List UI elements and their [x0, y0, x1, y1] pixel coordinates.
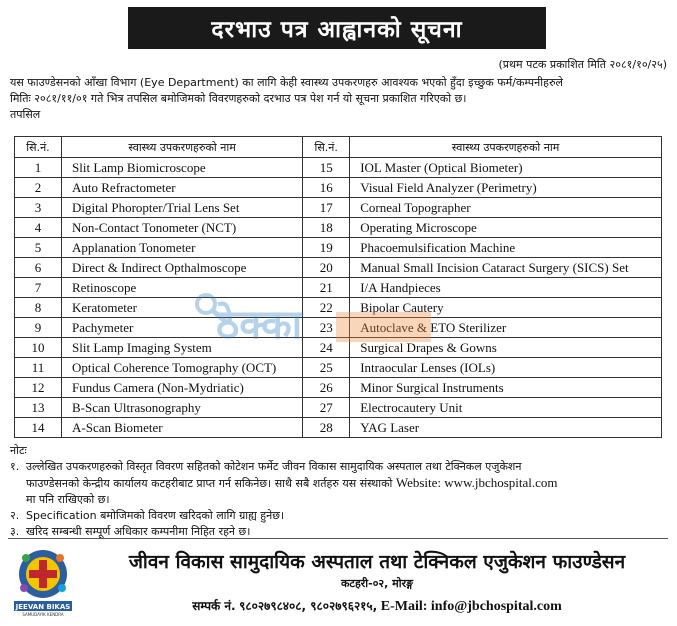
table-row	[15, 278, 662, 298]
notes-section	[10, 443, 668, 540]
row-number: 26	[303, 378, 350, 398]
equipment-name: Pachymeter	[62, 318, 303, 338]
equipment-name: B-Scan Ultrasonography	[62, 398, 303, 418]
note-text: मा पनि राखिएको छ।	[26, 493, 110, 506]
table-row	[15, 418, 662, 438]
equipment-name: Keratometer	[62, 298, 303, 318]
equipment-name: Non-Contact Tonometer (NCT)	[62, 218, 303, 238]
intro-line: मितिः २०८१/११/०१ गते भित्र तपसिल बमोजिमको विवरणहरुको दरभाउ पत्र पेश गर्न यो सूचना प्रकाशित गरिएको छ।	[10, 92, 467, 105]
equipment-name: Visual Field Analyzer (Perimetry)	[350, 178, 662, 198]
equipment-name: Autoclave & ETO Sterilizer	[350, 318, 662, 338]
logo-subtext: SAMUDAYIK KENDRA	[22, 612, 64, 617]
row-number: 19	[303, 238, 350, 258]
row-number: 8	[15, 298, 62, 318]
equipment-name: Direct & Indirect Opthalmoscope	[62, 258, 303, 278]
intro-paragraph	[10, 75, 668, 123]
equipment-name: Surgical Drapes & Gowns	[350, 338, 662, 358]
note-text: खरिद सम्बन्धी सम्पूर्ण अधिकार कम्पनीमा निहित रहने छ।	[26, 525, 251, 538]
row-number: 13	[15, 398, 62, 418]
row-number: 4	[15, 218, 62, 238]
row-number: 25	[303, 358, 350, 378]
row-number: 9	[15, 318, 62, 338]
table-row	[15, 398, 662, 418]
row-number: 3	[15, 198, 62, 218]
equipment-name: Slit Lamp Imaging System	[62, 338, 303, 358]
equipment-name: Intraocular Lenses (IOLs)	[350, 358, 662, 378]
note-number: २.	[10, 509, 20, 522]
equipment-name: IOL Master (Optical Biometer)	[350, 158, 662, 178]
table-row	[15, 238, 662, 258]
table-row	[15, 198, 662, 218]
row-number: 12	[15, 378, 62, 398]
row-number: 27	[303, 398, 350, 418]
row-number: 2	[15, 178, 62, 198]
equipment-table	[14, 136, 662, 438]
table-row	[15, 378, 662, 398]
table-row	[15, 178, 662, 198]
equipment-name: YAG Laser	[350, 418, 662, 438]
organization-name: जीवन विकास सामुदायिक अस्पताल तथा टेक्निकल एजुकेशन फाउण्डेसन	[128, 551, 626, 573]
equipment-name: Slit Lamp Biomicroscope	[62, 158, 303, 178]
row-number: 20	[303, 258, 350, 278]
row-number: 17	[303, 198, 350, 218]
logo-text: JEEVAN BIKAS	[15, 603, 71, 611]
table-header-row	[15, 137, 662, 158]
equipment-name: Retinoscope	[62, 278, 303, 298]
row-number: 22	[303, 298, 350, 318]
equipment-name: I/A Handpieces	[350, 278, 662, 298]
equipment-name: Applanation Tonometer	[62, 238, 303, 258]
equipment-name: Minor Surgical Instruments	[350, 378, 662, 398]
note-item	[10, 508, 668, 524]
note-number: १.	[10, 460, 20, 473]
publication-date: (प्रथम पटक प्रकाशित मिति २०८१/१०/२५)	[498, 58, 667, 71]
equipment-name: Manual Small Incision Cataract Surgery (SICS) Set	[350, 258, 662, 278]
col-sn-header: सि.नं.	[15, 137, 62, 158]
contact-label: सम्पर्क नं.	[192, 599, 236, 613]
table-row	[15, 318, 662, 338]
website-link[interactable]: Website: www.jbchospital.com	[395, 475, 558, 490]
equipment-name: Auto Refractometer	[62, 178, 303, 198]
equipment-name: Optical Coherence Tomography (OCT)	[62, 358, 303, 378]
row-number: 28	[303, 418, 350, 438]
row-number: 21	[303, 278, 350, 298]
equipment-name: Corneal Topographer	[350, 198, 662, 218]
organization-address: कटहरी-०२, मोरङ्ग	[340, 577, 414, 590]
row-number: 24	[303, 338, 350, 358]
table-row	[15, 298, 662, 318]
row-number: 10	[15, 338, 62, 358]
table-row	[15, 338, 662, 358]
notes-heading: नोटः	[10, 444, 27, 457]
note-text: फाउण्डेसनको केन्द्रीय कार्यालय कटहरीबाट प्राप्त गर्न सकिनेछ। साथै सबै शर्तहरु यस संस्थाको	[26, 477, 393, 490]
row-number: 16	[303, 178, 350, 198]
equipment-name: A-Scan Biometer	[62, 418, 303, 438]
equipment-name: Phacoemulsification Machine	[350, 238, 662, 258]
note-text: उल्लेखित उपकरणहरुको विस्तृत विवरण सहितको कोटेशन फर्मेट जीवन विकास सामुदायिक अस्पताल तथा टेक्निकल एजुकेशन	[26, 460, 522, 473]
row-number: 7	[15, 278, 62, 298]
row-number: 1	[15, 158, 62, 178]
row-number: 23	[303, 318, 350, 338]
row-number: 18	[303, 218, 350, 238]
intro-line: यस फाउण्डेसनको आँखा विभाग (Eye Department) का लागि केही स्वास्थ्य उपकरणहरु आवश्यक भएको हुँदा इच्छुक फर्म/कम्पनीहरुले	[10, 76, 563, 89]
note-number: ३.	[10, 525, 20, 538]
email-address[interactable]: E-Mail: info@jbchospital.com	[380, 599, 562, 614]
footer-divider	[8, 538, 668, 539]
watermark-text: ठेक्का	[216, 302, 303, 348]
col-name-header: स्वास्थ्य उपकरणहरुको नाम	[350, 137, 662, 158]
equipment-name: Digital Phoropter/Trial Lens Set	[62, 198, 303, 218]
notice-title: दरभाउ पत्र आह्वानको सूचना	[128, 7, 546, 49]
note-item	[10, 459, 668, 508]
foundation-logo	[14, 546, 72, 618]
equipment-name: Fundus Camera (Non-Mydriatic)	[62, 378, 303, 398]
table-row	[15, 358, 662, 378]
row-number: 11	[15, 358, 62, 378]
phone-numbers: ९८०२७९८४०८, ९८०२७९६२१५,	[239, 599, 378, 613]
row-number: 15	[303, 158, 350, 178]
contact-line	[82, 597, 672, 615]
table-row	[15, 158, 662, 178]
row-number: 6	[15, 258, 62, 278]
table-row	[15, 258, 662, 278]
row-number: 5	[15, 238, 62, 258]
col-name-header: स्वास्थ्य उपकरणहरुको नाम	[62, 137, 303, 158]
row-number: 14	[15, 418, 62, 438]
equipment-name: Operating Microscope	[350, 218, 662, 238]
equipment-name: Bipolar Cautery	[350, 298, 662, 318]
equipment-name: Electrocautery Unit	[350, 398, 662, 418]
table-row	[15, 218, 662, 238]
col-sn-header: सि.नं.	[303, 137, 350, 158]
schedule-label: तपसिल	[10, 108, 41, 121]
note-text: Specification बमोजिमको विवरण खरिदको लागि ग्राह्य हुनेछ।	[26, 509, 285, 522]
